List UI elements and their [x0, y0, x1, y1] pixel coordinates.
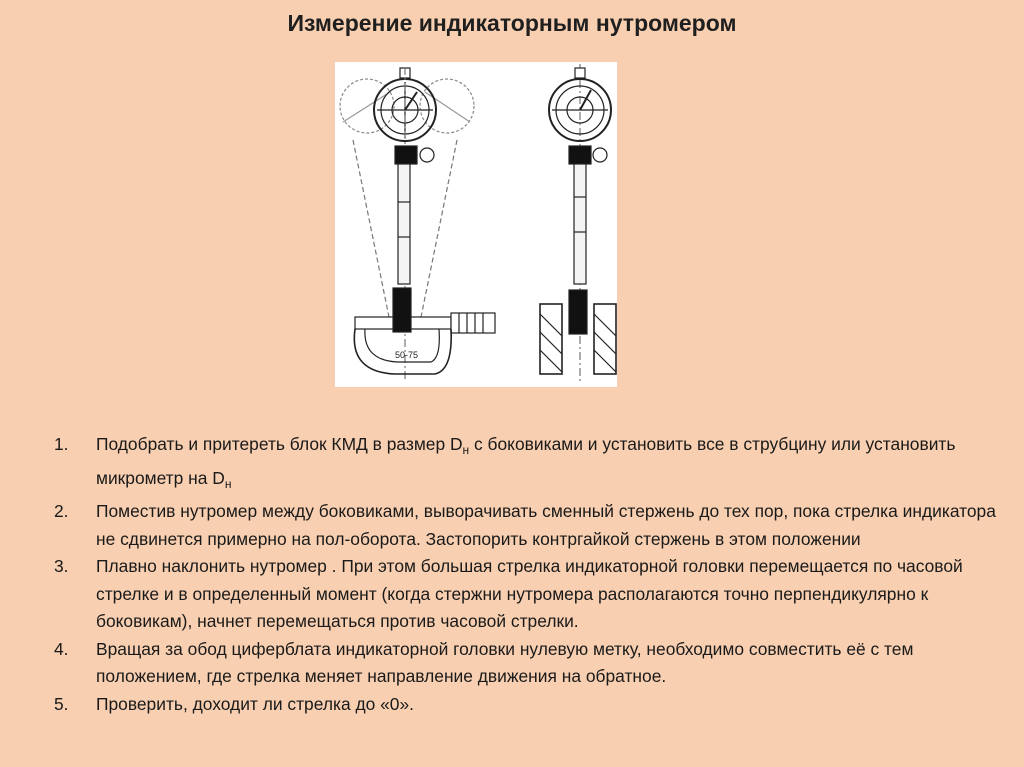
micrometer-size-label: 50-75 — [395, 350, 419, 360]
micrometer-anvil — [355, 317, 393, 329]
step-number: 4. — [54, 638, 69, 659]
left-gauge — [340, 67, 495, 382]
step-text: Проверить, доходит ли стрелка до «0». — [96, 693, 414, 714]
step-text: Поместив нутромер между боковиками, выворачивать сменный стержень до тех пор, пока стрелка индикатора не сдвинется примерно на пол-оборота. Застопорить контргайкой стержень в этом положении — [96, 501, 996, 549]
clamp-block-right — [569, 146, 591, 164]
micrometer-spindle — [411, 317, 451, 329]
step-text: Плавно наклонить нутромер . При этом большая стрелка индикаторной головки перемещается по часовой стрелке и в определенный момент (когда стержни нутромера располагаются точно перпендикулярно к боковикам), начнет перемещаться против часовой стрелки. — [96, 556, 963, 631]
step-item — [40, 553, 1000, 636]
step-text: Вращая за обод циферблата индикаторной головки нулевую метку, необходимо совместить её с тем положением, где стрелка меняет направление движения на обратное. — [96, 638, 914, 686]
clamp-block-left — [395, 146, 417, 164]
procedure-steps — [40, 431, 1000, 718]
measuring-head-left — [393, 288, 411, 332]
measuring-head-right — [569, 290, 587, 334]
dial-stem-top-right — [575, 68, 585, 78]
right-gauge — [540, 64, 616, 384]
step-item — [40, 636, 1000, 691]
gauge-block-right — [594, 304, 616, 374]
bore-gauge-drawing — [335, 62, 617, 387]
step-number: 1. — [54, 434, 69, 454]
slide-title: Измерение индикаторным нутромером — [287, 10, 737, 36]
stem-right — [574, 164, 586, 284]
micrometer-thimble — [451, 313, 495, 333]
bore-gauge-illustration — [335, 62, 617, 387]
step-number: 2. — [54, 501, 69, 521]
step-item — [40, 691, 1000, 719]
stem-left — [398, 164, 410, 284]
step-number: 5. — [54, 693, 69, 714]
step-text-part: с боковиками и установить все в струбцину или установить микрометр на D — [96, 434, 956, 488]
step-item — [40, 431, 1000, 498]
step-item — [40, 498, 1000, 553]
step-text-part: Подобрать и притереть блок КМД в размер D — [96, 434, 463, 454]
step-number: 3. — [54, 556, 69, 576]
step-subscript: н — [224, 476, 232, 491]
gauge-block-left — [540, 304, 562, 374]
step-subscript: н — [462, 443, 470, 457]
